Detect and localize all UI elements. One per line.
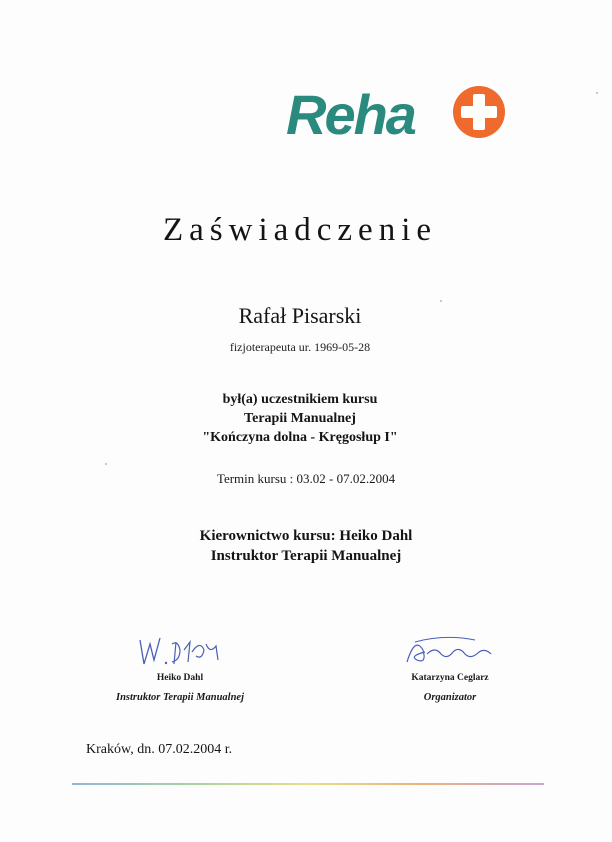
signatory-role-left: Instruktor Terapii Manualnej — [116, 692, 244, 703]
course-line-1: był(a) uczestnikiem kursu — [222, 392, 378, 407]
course-leadership — [0, 526, 612, 566]
signature-block-right — [360, 630, 540, 703]
course-description — [0, 390, 600, 447]
logo-graphic — [284, 76, 524, 154]
scan-speck — [596, 92, 598, 94]
handwritten-signature-right — [395, 630, 505, 672]
recipient-name: Rafał Pisarski — [238, 303, 362, 328]
course-term: Termin kursu : 03.02 - 07.02.2004 — [216, 471, 396, 486]
leadership-line-1: Kierownictwo kursu: Heiko Dahl — [199, 528, 413, 544]
leadership-line-2: Instruktor Terapii Manualnej — [210, 548, 402, 564]
signatory-name-right: Katarzyna Ceglarz — [411, 673, 489, 683]
course-line-3: "Kończyna dolna - Kręgosłup I" — [202, 430, 398, 445]
footer-divider — [72, 783, 544, 785]
handwritten-signature-left — [120, 630, 240, 672]
logo-wordmark: Reha — [286, 83, 415, 146]
recipient-subtitle: fizjoterapeuta ur. 1969-05-28 — [229, 340, 371, 354]
course-line-2: Terapii Manualnej — [244, 411, 356, 426]
plus-circle-icon — [453, 86, 505, 138]
certificate-title: Zaświadczenie — [162, 212, 438, 248]
reha-plus-logo — [284, 76, 524, 154]
scan-speck — [440, 300, 442, 302]
signatory-role-right: Organizator — [423, 692, 477, 703]
signatory-name-left: Heiko Dahl — [156, 673, 204, 683]
place-and-date: Kraków, dn. 07.02.2004 r. — [86, 742, 233, 757]
scan-speck — [105, 463, 107, 465]
signature-block-left — [80, 630, 280, 703]
